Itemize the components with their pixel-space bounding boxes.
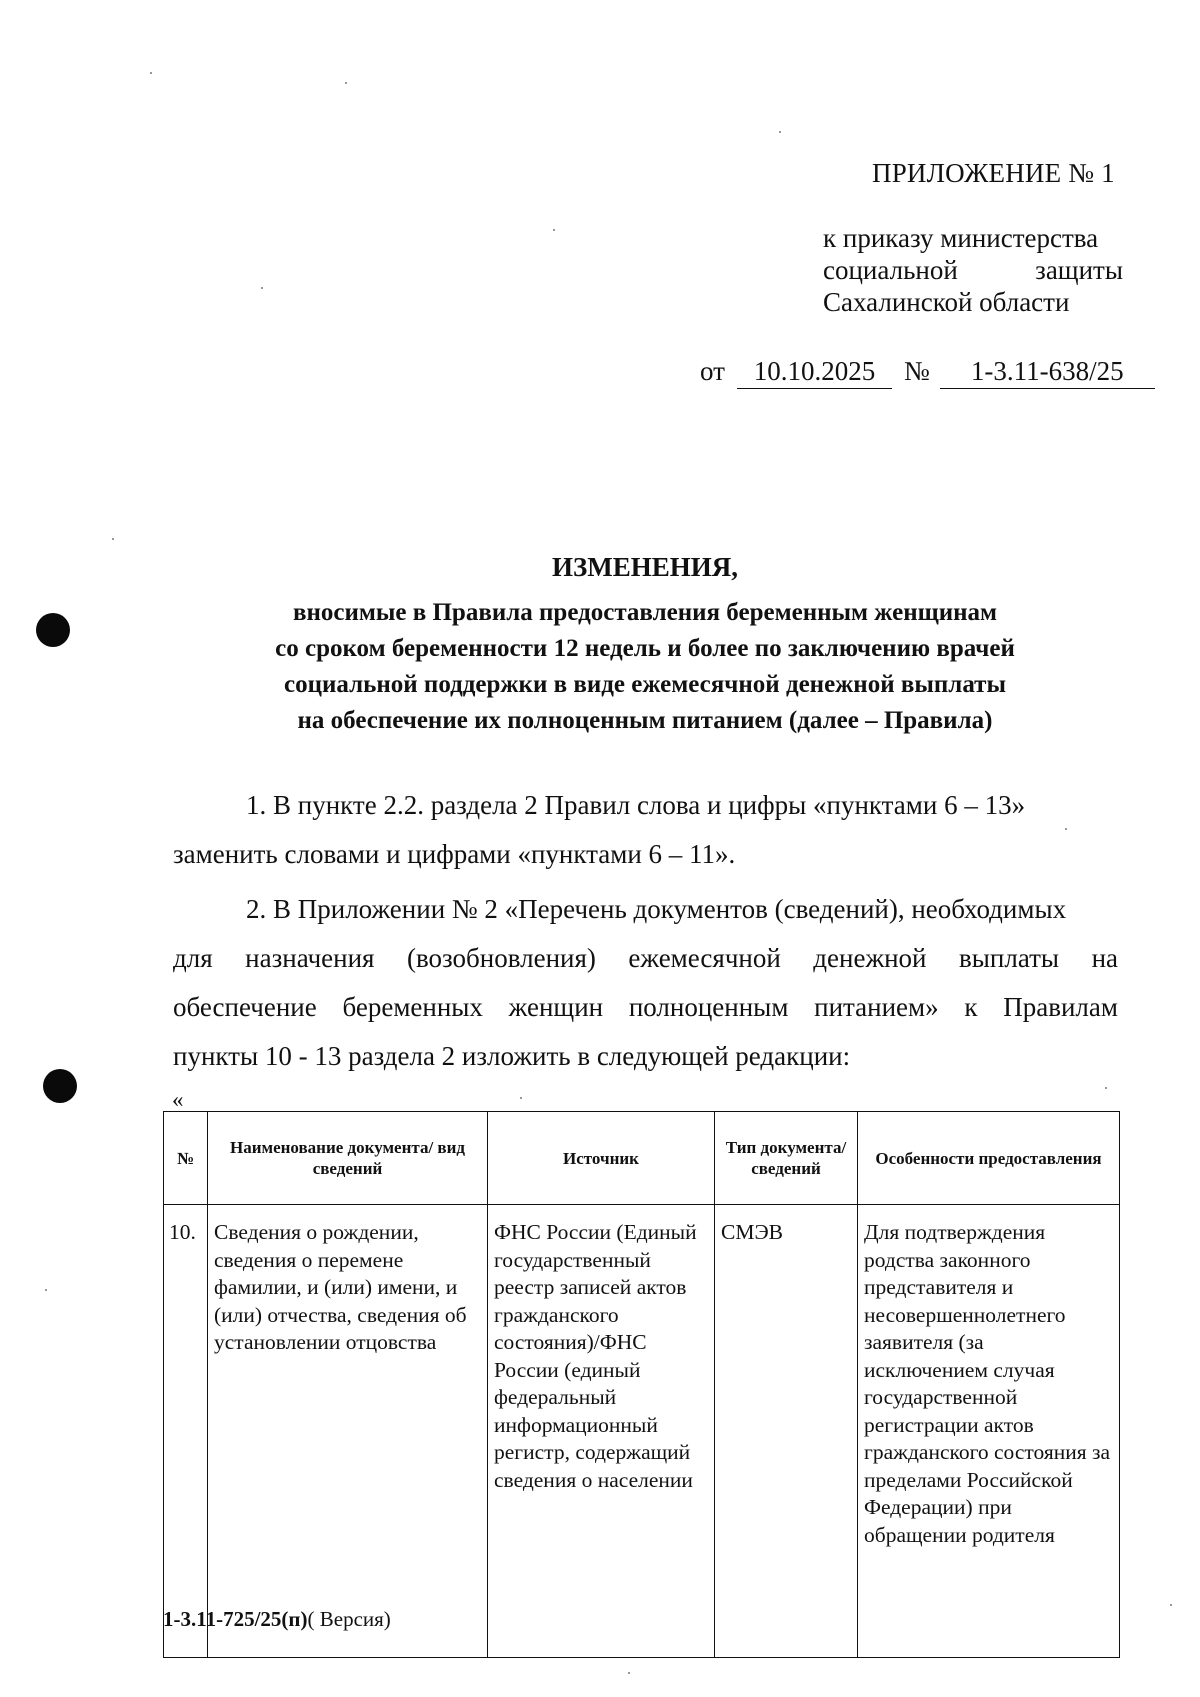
header-source: Источник [488, 1112, 715, 1205]
paragraph-2 [173, 885, 1118, 1081]
table-header-row [164, 1112, 1120, 1205]
appendix-reference-line: Сахалинской области [823, 287, 1070, 317]
paragraph-word: для [173, 943, 213, 973]
heading-title: ИЗМЕНЕНИЯ, [551, 552, 738, 582]
scan-speck [45, 1289, 47, 1291]
paragraph-word: выплаты [959, 943, 1060, 973]
scan-speck [779, 131, 781, 133]
footer-document-code [163, 1607, 391, 1632]
heading-line: социальной поддержки в виде ежемесячной денежной выплаты [284, 671, 1006, 698]
paragraph-word: (возобновления) [406, 943, 596, 973]
header-document-type: Тип документа/ сведений [715, 1112, 858, 1205]
paragraph-line: заменить словами и цифрами «пунктами 6 – 11». [173, 839, 736, 869]
scan-speck [520, 1097, 522, 1099]
order-details [700, 356, 1155, 389]
scan-speck [628, 1672, 630, 1674]
punch-hole [43, 1069, 77, 1103]
header-document-name: Наименование документа/ вид сведений [208, 1112, 488, 1205]
order-date: 10.10.2025 [737, 356, 892, 389]
paragraph-word: беременных [342, 992, 483, 1022]
header-number: № [164, 1112, 208, 1205]
scan-speck [150, 72, 152, 74]
paragraph-word: питанием» [814, 992, 939, 1022]
quote-open-mark: « [172, 1087, 184, 1112]
order-number: 1-3.11-638/25 [940, 356, 1155, 389]
cell-features: Для подтверждения родства законного представителя и несовершеннолетнего заявителя (за исключением случая государственной регистрации актов гражданского состояния за пределами Российской Федерации) при обращении родителя [858, 1205, 1120, 1658]
heading-line: вносимые в Правила предоставления беременным женщинам [292, 599, 998, 626]
scan-speck [345, 82, 347, 84]
cell-number: 10. [164, 1205, 208, 1658]
appendix-title: ПРИЛОЖЕНИЕ № 1 [872, 158, 1115, 188]
documents-table [163, 1111, 1120, 1658]
paragraph-word: Правилам [1003, 992, 1118, 1022]
paragraph-word: к [964, 992, 978, 1022]
appendix-reference-line: к приказу министерства [823, 223, 1099, 253]
paragraph-word: полноценным [628, 992, 789, 1022]
scan-speck [1105, 1087, 1107, 1089]
cell-source: ФНС России (Единый государственный реестр записей актов гражданского состояния)/ФНС России (единый федеральный информационный регистр, содержащий сведения о населении [488, 1205, 715, 1658]
appendix-reference [823, 222, 1123, 318]
paragraph-line [173, 934, 1118, 983]
cell-document-type: СМЭВ [715, 1205, 858, 1658]
scan-speck [261, 287, 263, 289]
paragraph-1 [173, 781, 1118, 879]
order-from-label: от [700, 356, 725, 386]
heading-line: со сроком беременности 12 недель и более по заключению врачей [275, 635, 1015, 662]
heading-line: на обеспечение их полноценным питанием (далее – Правила) [297, 707, 993, 734]
document-heading [180, 552, 1110, 739]
paragraph-word: денежной [813, 943, 927, 973]
table-row [164, 1205, 1120, 1658]
cell-document-name: Сведения о рождении, сведения о перемене фамилии, и (или) имени, и (или) отчества, сведения об установлении отцовства [208, 1205, 488, 1658]
header-features: Особенности предоставления [858, 1112, 1120, 1205]
appendix-reference-word: защиты [1035, 255, 1123, 285]
paragraph-word: ежемесячной [628, 943, 781, 973]
paragraph-line: 1. В пункте 2.2. раздела 2 Правил слова и цифры «пунктами 6 – 13» [246, 790, 1026, 820]
punch-hole [36, 613, 70, 647]
footer-code: 1-3.11-725/25(п) [163, 1607, 308, 1631]
appendix-reference-word: социальной [823, 255, 958, 285]
paragraph-line [173, 983, 1118, 1032]
paragraph-word: назначения [245, 943, 375, 973]
paragraph-word: на [1091, 943, 1118, 973]
paragraph-line: 2. В Приложении № 2 «Перечень документов (сведений), необходимых [246, 894, 1067, 924]
scan-speck [553, 229, 555, 231]
paragraph-word: женщин [508, 992, 604, 1022]
paragraph-word: обеспечение [173, 992, 317, 1022]
paragraph-line: пункты 10 - 13 раздела 2 изложить в следующей редакции: [173, 1041, 851, 1071]
appendix-reference-line [823, 254, 1123, 286]
scan-speck [112, 538, 114, 540]
order-number-sign: № [903, 356, 930, 386]
scan-speck [1170, 1604, 1172, 1606]
footer-version: ( Версия) [307, 1607, 391, 1631]
